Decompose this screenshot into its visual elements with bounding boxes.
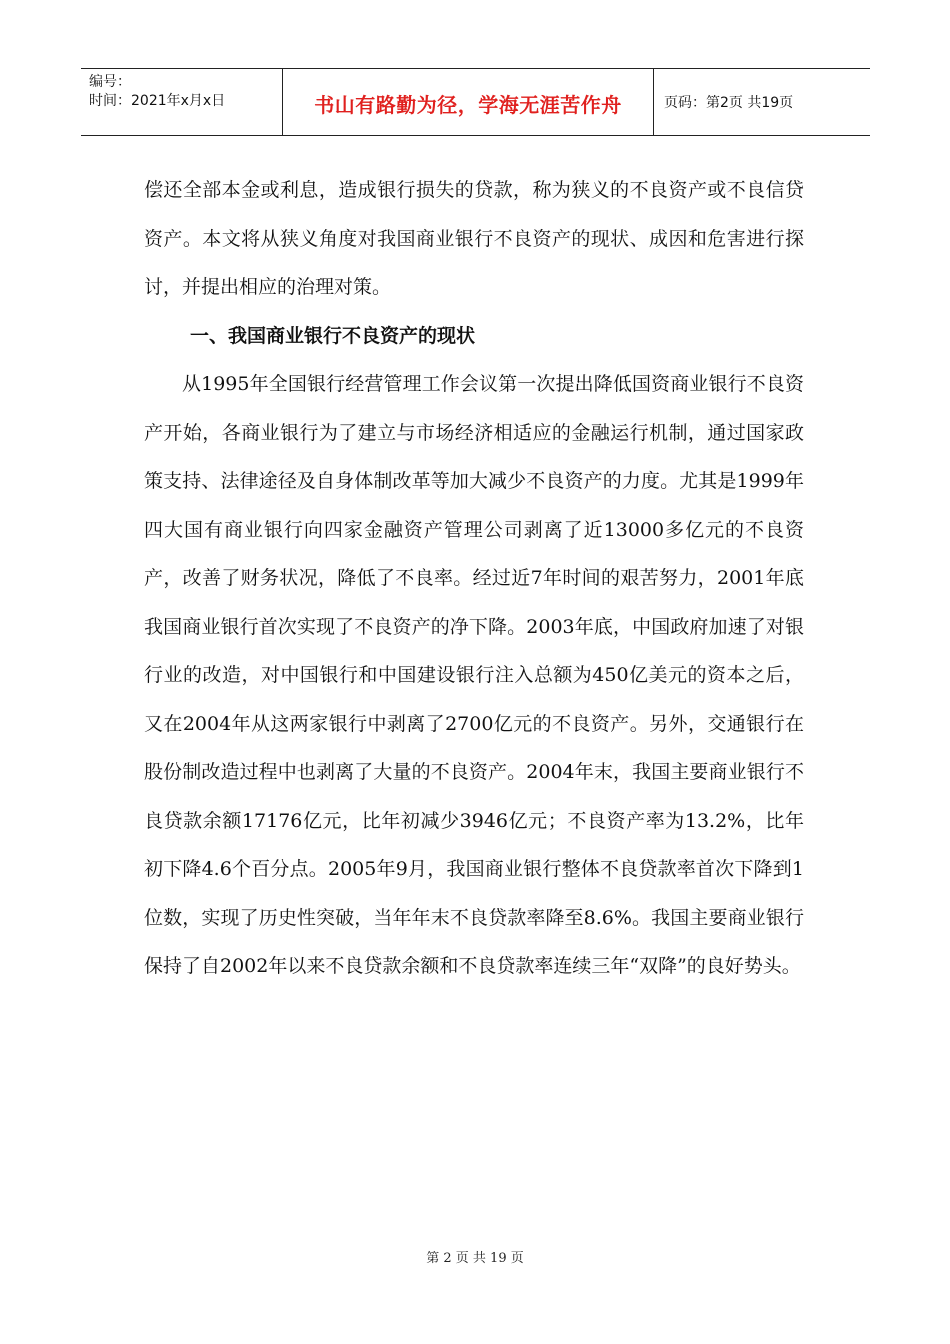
document-time-label: 时间：2021年x月x日 — [89, 93, 226, 109]
page-header — [81, 68, 870, 136]
body-paragraph: 从1995年全国银行经营管理工作会议第一次提出降低国资商业银行不良资产开始，各商业银行为了建立与市场经济相适应的金融运行机制，通过国家政策支持、法律途径及自身体制改革等加大减少不良资产的力度。尤其是1999年四大国有商业银行向四家金融资产管理公司剥离了近13000多亿元的不良资产，改善了财务状况，降低了不良率。经过近7年时间的艰苦努力，2001年底我国商业银行首次实现了不良资产的净下降。2003年底，中国政府加速了对银行业的改造，对中国银行和中国建设银行注入总额为450亿美元的资本之后，又在2004年从这两家银行中剥离了2700亿元的不良资产。另外，交通银行在股份制改造过程中也剥离了大量的不良资产。2004年末，我国主要商业银行不良贷款余额17176亿元，比年初减少3946亿元；不良资产率为13.2%，比年初下降4.6个百分点。2005年9月，我国商业银行整体不良贷款率首次下降到1位数，实现了历史性突破，当年年末不良贷款率降至8.6%。我国主要商业银行保持了自2002年以来不良贷款余额和不良贷款率连续三年“双降”的良好势头。 — [144, 373, 804, 977]
body-paragraph: 偿还全部本金或利息，造成银行损失的贷款，称为狭义的不良资产或不良信贷资产。本文将从狭义角度对我国商业银行不良资产的现状、成因和危害进行探讨，并提出相应的治理对策。 — [144, 179, 804, 298]
header-meta-cell — [81, 69, 283, 135]
header-motto: 书山有路勤为径，学海无涯苦作舟 — [283, 69, 654, 135]
page-footer: 第 2 页 共 19 页 — [426, 1251, 524, 1266]
header-page-info: 页码：第2页 共19页 — [664, 95, 794, 111]
document-number-label: 编号： — [89, 74, 131, 90]
document-body — [144, 166, 804, 991]
section-heading: 一、我国商业银行不良资产的现状 — [190, 324, 476, 347]
